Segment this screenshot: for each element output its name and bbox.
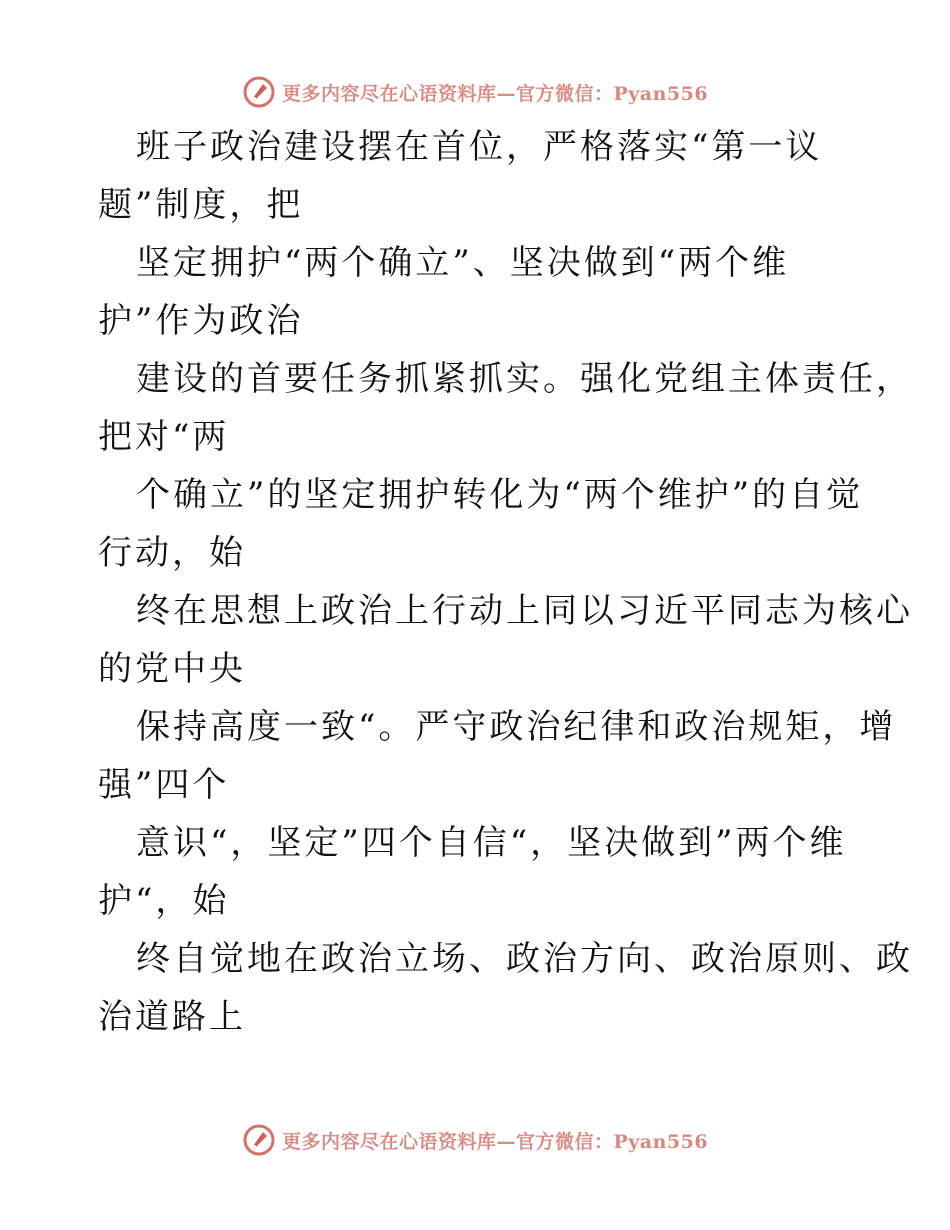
footer-text: 更多内容尽在心语资料库—官方微信：Pyan556 bbox=[281, 1130, 709, 1153]
text-line: 建设的首要任务抓紧抓实。强化党组主体责任， bbox=[136, 359, 913, 399]
text-line: 终在思想上政治上行动上同以习近平同志为核心 bbox=[136, 591, 913, 631]
document-body bbox=[98, 118, 913, 1046]
text-line: 行动，始 bbox=[98, 533, 246, 573]
text-line: 护“，始 bbox=[98, 881, 230, 921]
text-line: 意识“，坚定”四个自信“，坚决做到”两个维 bbox=[136, 823, 847, 863]
header-text: 更多内容尽在心语资料库—官方微信：Pyan556 bbox=[281, 82, 709, 105]
text-line: 治道路上 bbox=[98, 997, 246, 1037]
text-line: 护”作为政治 bbox=[98, 301, 304, 341]
footer-watermark bbox=[0, 1120, 950, 1160]
text-line: 坚定拥护“两个确立”、坚决做到“两个维 bbox=[136, 243, 790, 283]
text-line: 的党中央 bbox=[98, 649, 246, 689]
text-line: 保持高度一致“。严守政治纪律和政治规矩，增 bbox=[136, 707, 897, 747]
text-line: 把对“两 bbox=[98, 417, 230, 457]
pen-nib-logo-icon bbox=[242, 75, 276, 109]
text-line: 强”四个 bbox=[98, 765, 230, 805]
text-line: 个确立”的坚定拥护转化为“两个维护”的自觉 bbox=[136, 475, 864, 515]
text-line: 班子政治建设摆在首位，严格落实“第一议 bbox=[136, 127, 823, 167]
pen-nib-logo-icon bbox=[242, 1123, 276, 1157]
text-line: 终自觉地在政治立场、政治方向、政治原则、政 bbox=[136, 939, 913, 979]
text-line: 题”制度，把 bbox=[98, 185, 304, 225]
header-watermark bbox=[0, 72, 950, 112]
